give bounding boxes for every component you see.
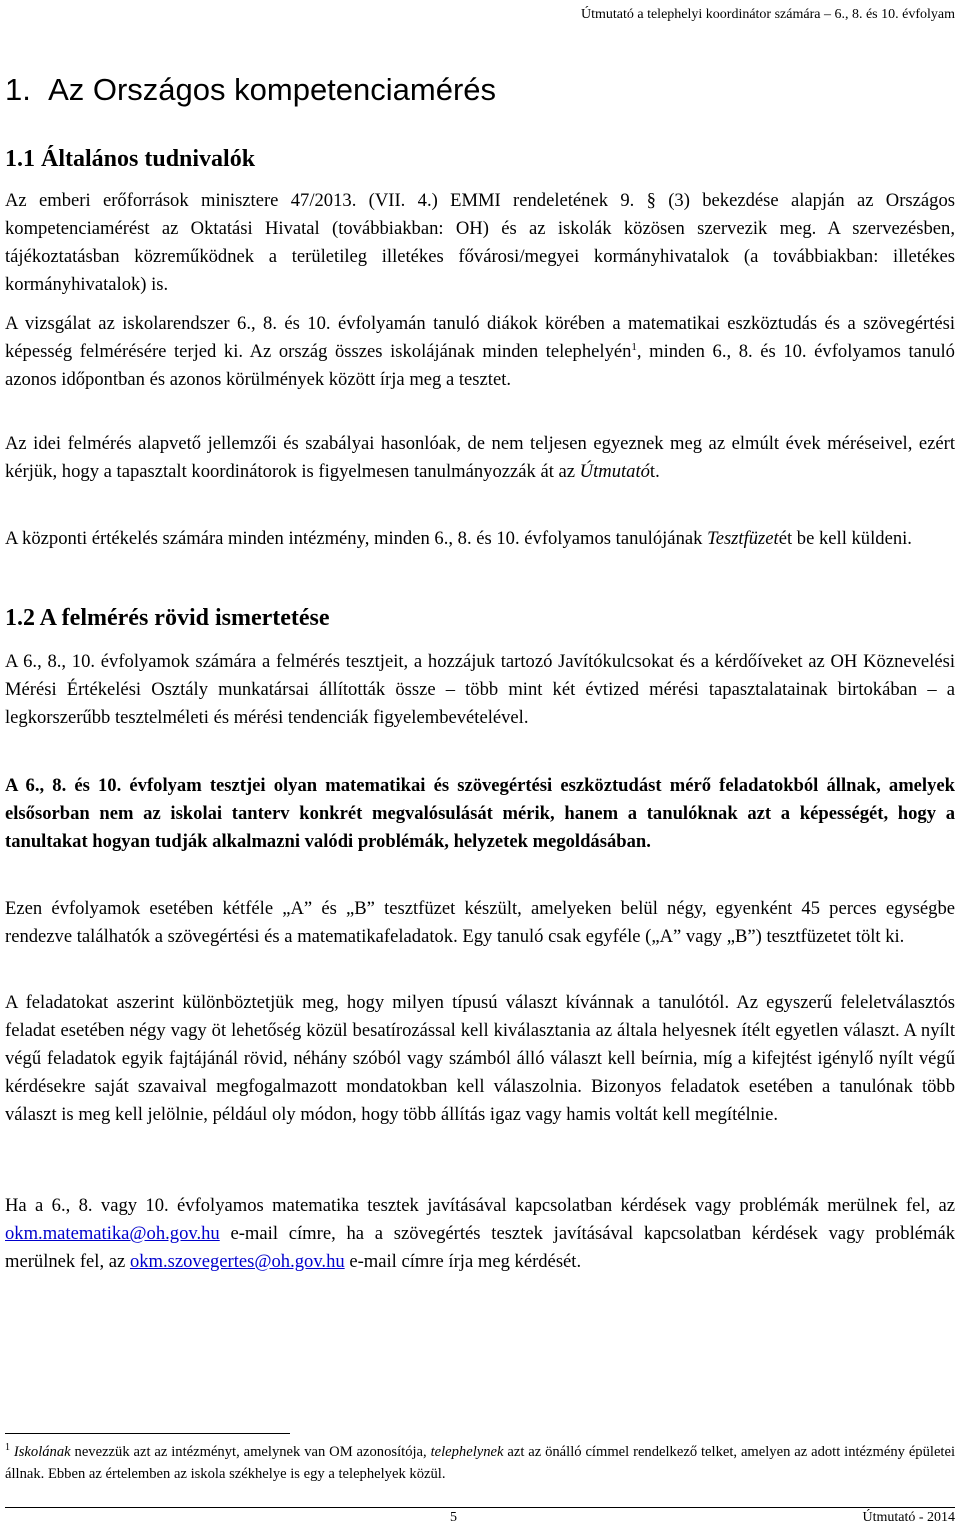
footnote-text-2: azt az önálló címmel rendelkező telket, amelyen az adott intézmény épületei állnak. Ebben az értelemben az iskola székhelye is egy a telephelyek közül. xyxy=(5,1444,956,1482)
paragraph-scope xyxy=(5,310,955,394)
section-1-heading: 1. Az Országos kompetenciamérés xyxy=(5,72,497,107)
paragraph-test-content: A 6., 8. és 10. évfolyam tesztjei olyan matematikai és szövegértési eszköztudást mérő feladatokból állnak, amelyek elsősorban nem az iskolai tanterv konkrét megvalósulását mérik, hanem a tanulóknak azt a képességét, hogy a tanultakat hogyan tudják alkalmazni valódi problémák, helyzetek megoldásában. xyxy=(5,775,955,852)
footnote-marker: 1 xyxy=(5,1442,10,1454)
reading-email-link[interactable]: okm.szovegertes@oh.gov.hu xyxy=(129,1251,345,1272)
paragraph-contact xyxy=(5,1192,955,1276)
page-number: 5 xyxy=(450,1510,457,1525)
footer-divider xyxy=(5,1507,955,1508)
paragraph-guide-suffix: t. xyxy=(649,461,660,482)
guide-title-italic: Útmutató xyxy=(579,461,650,482)
booklet-title-italic: Tesztfüzet xyxy=(707,528,779,549)
paragraph-regulation: Az emberi erőforrások minisztere 47/2013. (VII. 4.) EMMI rendeletének 9. § (3) bekezdése alapján az Országos kompetenciamérést az Oktatási Hivatal (továbbiakban: OH) és az iskolák közösen szervezik meg. A szervezésben, tájékoztatásban közreműködnek a területileg illetékes fővárosi/megyei kormányhivatalok (a továbbiakban: illetékes kormányhivatalok) is. xyxy=(5,190,955,295)
paragraph-task-types: A feladatokat aszerint különböztetjük meg, hogy milyen típusú választ kívánnak a tanulótól. Az egyszerű feleletválasztós feladat esetében négy vagy öt lehetőség közül besatírozással kell kiválasztania az általa helyesnek ítélt egyetlen választ. A nyílt végű feladatok egyik fajtájánál rövid, néhány szóból vagy számból álló választ kell beírnia, míg a kifejtést igénylő nyílt végű kérdésekre saját szavaival megfogalmazott mondatokban kell válaszolnia. Bizonyos feladatok esetében a tanulónak több választ is meg kell jelölnie, például oly módon, hogy több állítás igaz vagy hamis voltát kell megítélnie. xyxy=(5,992,955,1125)
running-header: Útmutató a telephelyi koordinátor számára – 6., 8. és 10. évfolyam xyxy=(580,7,955,22)
footnote-reference[interactable]: 1 xyxy=(631,340,637,353)
footnote-divider xyxy=(5,1433,290,1434)
section-1-2-heading: 1.2 A felmérés rövid ismertetése xyxy=(5,605,330,631)
contact-text-1: Ha a 6., 8. vagy 10. évfolyamos matematika tesztek javításával kapcsolatban kérdések vagy problémák merülnek fel, az xyxy=(5,1195,955,1216)
paragraph-booklet-types: Ezen évfolyamok esetében kétféle „A” és „B” tesztfüzet készült, amelyeken belül négy, egyenként 45 perces egységbe rendezve találhatók a szövegértési és a matematikafeladatok. Egy tanuló csak egyféle („A” vagy „B”) tesztfüzetet tölt ki. xyxy=(5,898,955,947)
paragraph-booklets-suffix: ét be kell küldeni. xyxy=(778,528,912,549)
section-1-1-heading: 1.1 Általános tudnivalók xyxy=(5,146,256,172)
math-email-link[interactable]: okm.matematika@oh.gov.hu xyxy=(5,1223,220,1244)
footnote-term-school: Iskolának xyxy=(13,1444,71,1460)
contact-text-2: e-mail címre, ha a szövegértés tesztek javításával kapcsolatban kérdések vagy problémák merülnek fel, az xyxy=(5,1223,955,1272)
paragraph-guide-text: Az idei felmérés alapvető jellemzői és szabályai hasonlóak, de nem teljesen egyeznek meg az elmúlt évek méréseivel, ezért kérjük, hogy a tapasztalt koordinátorok is figyelmesen tanulmányozzák át az xyxy=(5,433,955,482)
footnote xyxy=(5,1441,955,1485)
paragraph-booklets-text: A központi értékelés számára minden intézmény, minden 6., 8. és 10. évfolyamos tanulójának xyxy=(5,528,708,549)
paragraph-guide-notice xyxy=(5,430,955,486)
contact-text-3: e-mail címre írja meg kérdését. xyxy=(344,1251,582,1272)
paragraph-test-authors: A 6., 8., 10. évfolyamok számára a felmérés tesztjeit, a hozzájuk tartozó Javítókulcsokat és a kérdőíveket az OH Köznevelési Mérési Értékelési Osztály munkatársai állították össze – több mint két évtized mérési tapasztalatainak birtokában – a legkorszerűbb tesztelméleti és mérési tendenciák figyelembevételével. xyxy=(5,651,955,728)
paragraph-scope-text: A vizsgálat az iskolarendszer 6., 8. és 10. évfolyamán tanuló diákok körében a matematikai eszköztudás és a szövegértési képesség felmérésére terjed ki. Az ország összes iskolájának minden telephelyén xyxy=(5,313,955,362)
footnote-term-site: telephelynek xyxy=(430,1444,504,1460)
footnote-text-1: nevezzük azt az intézményt, amelynek van OM azonosítója, xyxy=(70,1444,431,1460)
paragraph-scope-text-continued: , minden 6., 8. és 10. évfolyamos tanuló azonos időpontban és azonos körülmények között írja meg a tesztet. xyxy=(5,341,955,390)
paragraph-booklets xyxy=(5,525,955,553)
footer-title: Útmutató - 2014 xyxy=(862,1510,955,1525)
